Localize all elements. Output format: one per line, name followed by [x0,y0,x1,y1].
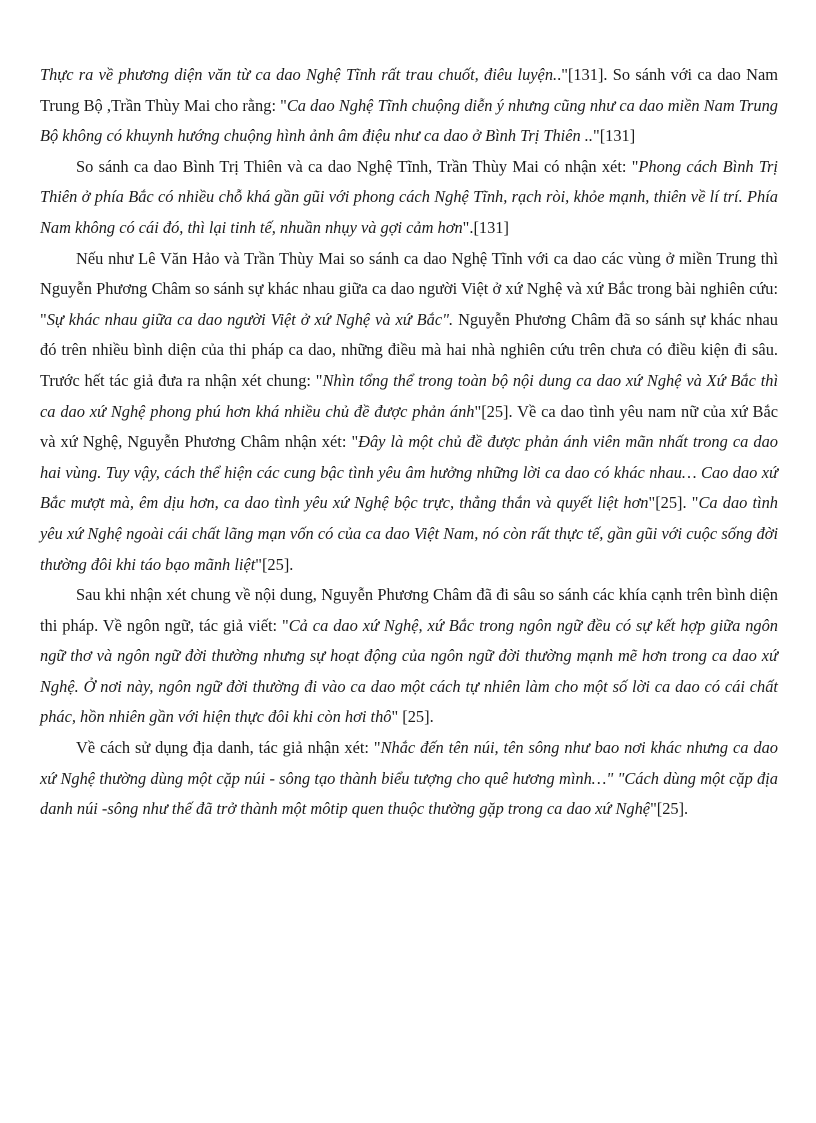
body-text: ".[131] [462,217,509,237]
body-text: So sánh ca dao Bình Trị Thiên và ca dao Nghệ Tĩnh, Trần Thùy Mai có nhận xét: " [76,156,639,176]
quoted-italic-text: Ca dao tình yêu xứ Nghệ ngoài cái chất lãng mạn vốn có của ca dao Việt Nam, nó còn rất thực tế, gần gũi với cuộc sống đời thường đôi khi táo bạo mãnh liệt [40,493,778,574]
body-text: "[25]. " [648,493,699,513]
body-paragraph [40,244,778,581]
quoted-italic-text: Đây là một chủ đề được phản ánh viên mãn nhất trong ca dao hai vùng. Tuy vậy, cách thể hiện các cung bậc tình yêu âm hưởng những lời ca dao có khác nhau… Cao dao xứ Bắc mượt mà, êm dịu hơn, ca dao tình yêu xứ Nghệ bộc trực, thẳng thắn và quyết liệt hơn [40,432,778,513]
body-text: Nguyễn Phương Châm đã so sánh sự khác nhau đó trên nhiều bình diện của thi pháp ca dao, những điều mà hai nhà nghiên cứu trên chưa có điều kiện đi sâu. Trước hết tác giả đưa ra nhận xét chung: " [40,309,778,390]
body-text: Nếu như Lê Văn Hảo và Trần Thùy Mai so sánh ca dao Nghệ Tĩnh với ca dao các vùng ở miền Trung thì Nguyễn Phương Châm so sánh sự khác nhau giữa ca dao người Việt ở xứ Nghệ và xứ Bắc trong bài nghiên cứu: " [40,248,778,329]
quoted-italic-text: Phong cách Bình Trị Thiên ở phía Bắc có nhiều chỗ khá gần gũi với phong cách Nghệ Tĩnh, rạch ròi, khỏe mạnh, thiên về lí trí. Phía Nam không có cái đó, thì lại tinh tế, nhuần nhụy và gợi cảm hơn [40,156,778,237]
quoted-italic-text: Thực ra về phương diện văn từ ca dao Nghệ Tĩnh rất trau chuốt, điêu luyện. [40,65,558,84]
body-text: "[25]. [650,799,689,819]
body-paragraph [40,733,778,825]
body-paragraph [40,60,778,152]
document-page [40,60,778,825]
body-text: "[25]. [255,554,294,574]
body-text: "[131] [593,126,636,146]
quoted-italic-text: Nhìn tổng thể trong toàn bộ nội dung ca dao xứ Nghệ và Xứ Bắc thì ca dao xứ Nghệ phong phú hơn khá nhiều chủ đề được phản ánh [40,370,778,421]
body-text: " [25]. [391,707,434,727]
quoted-italic-text: Cả ca dao xứ Nghệ, xứ Bắc trong ngôn ngữ đều có sự kết hợp giữa ngôn ngữ thơ và ngôn ngữ đời thường nhưng sự hoạt động của ngôn ngữ đời thường mạnh mẽ hơn trong ca dao xứ Nghệ. Ở nơi này, ngôn ngữ đời thường đi vào ca dao một cách tự nhiên làm cho một số lời ca dao có cái chất phác, hồn nhiên gần với hiện thực đôi khi còn hơi thô [40,615,778,727]
body-text: Sau khi nhận xét chung về nội dung, Nguyễn Phương Châm đã đi sâu so sánh các khía cạnh trên bình diện thi pháp. Về ngôn ngữ, tác giả viết: " [40,585,778,635]
body-text: "[25]. Về ca dao tình yêu nam nữ của xứ Bắc và xứ Nghệ, Nguyễn Phương Châm nhận xét: " [40,401,778,452]
body-paragraph [40,580,778,733]
quoted-italic-text: Ca dao Nghệ Tĩnh chuộng diễn ý nhưng cũng như ca dao miền Nam Trung Bộ không có khuynh hướng chuộng hình ảnh âm điệu như ca dao ở Bình Trị Thiên .. [40,95,778,146]
body-text: Về cách sử dụng địa danh, tác giả nhận xét: " [76,738,381,758]
quoted-italic-text: Sự khác nhau giữa ca dao người Việt ở xứ Nghệ và xứ Bắc". [46,309,454,329]
body-paragraph [40,152,778,244]
body-text: ."[131]. So sánh với ca dao Nam Trung Bộ ,Trần Thùy Mai cho rằng: " [40,65,778,115]
quoted-italic-text: Nhắc đến tên núi, tên sông như bao nơi khác nhưng ca dao xứ Nghệ thường dùng một cặp núi - sông tạo thành biểu tượng cho quê hương mình…" "Cách dùng một cặp địa danh núi -sông như thế đã trở thành một môtip quen thuộc thường gặp trong ca dao xứ Nghệ [40,738,778,819]
